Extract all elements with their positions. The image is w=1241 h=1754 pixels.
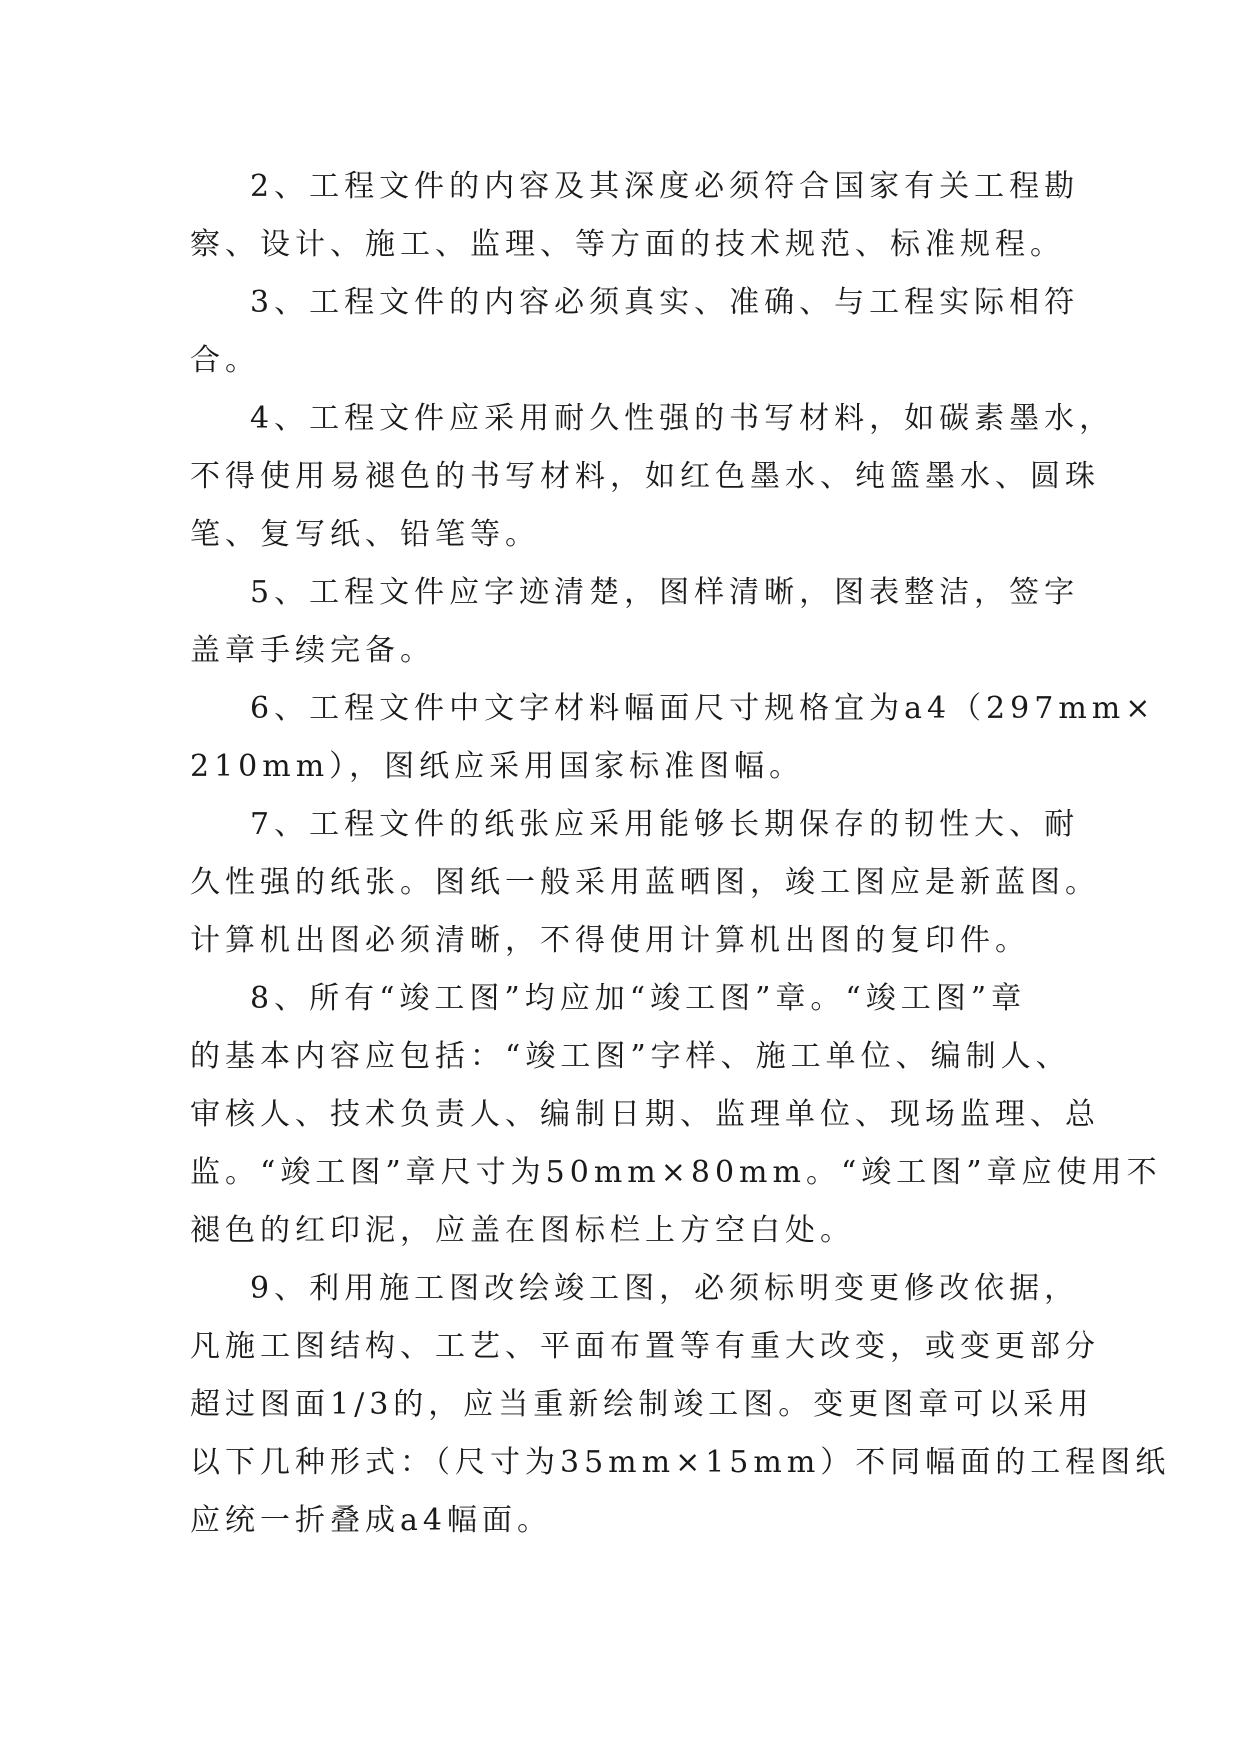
paragraph-2-line-2: 察、设计、施工、监理、等方面的技术规范、标准规程。 bbox=[190, 227, 1065, 262]
paragraph-8-line-3: 审核人、技术负责人、编制日期、监理单位、现场监理、总 bbox=[190, 1097, 1100, 1132]
paragraph-5-line-2: 盖章手续完备。 bbox=[190, 633, 435, 668]
paragraph-6-line-2: 210mm），图纸应采用国家标准图幅。 bbox=[190, 749, 805, 784]
paragraph-7-line-1: 7、工程文件的纸张应采用能够长期保存的韧性大、耐 bbox=[250, 807, 1080, 842]
paragraph-5-line-1: 5、工程文件应字迹清楚，图样清晰，图表整洁，签字 bbox=[250, 575, 1080, 610]
paragraph-8-line-5: 褪色的红印泥，应盖在图标栏上方空白处。 bbox=[190, 1213, 855, 1248]
paragraph-8-line-1: 8、所有“竣工图”均应加“竣工图”章。“竣工图”章 bbox=[250, 981, 1027, 1016]
paragraph-8-line-4: 监。“竣工图”章尺寸为50mm×80mm。“竣工图”章应使用不 bbox=[190, 1155, 1162, 1190]
paragraph-3-line-1: 3、工程文件的内容必须真实、准确、与工程实际相符 bbox=[250, 285, 1080, 320]
paragraph-7-line-2: 久性强的纸张。图纸一般采用蓝晒图，竣工图应是新蓝图。 bbox=[190, 865, 1100, 900]
paragraph-8-line-2: 的基本内容应包括：“竣工图”字样、施工单位、编制人、 bbox=[190, 1039, 1071, 1074]
paragraph-9-line-4: 以下几种形式：（尺寸为35mm×15mm）不同幅面的工程图纸 bbox=[190, 1445, 1171, 1480]
paragraph-4-line-2: 不得使用易褪色的书写材料，如红色墨水、纯篮墨水、圆珠 bbox=[190, 459, 1100, 494]
paragraph-9-line-5: 应统一折叠成a4幅面。 bbox=[190, 1503, 552, 1538]
paragraph-6-line-1: 6、工程文件中文字材料幅面尺寸规格宜为a4（297mm× bbox=[250, 691, 1156, 726]
paragraph-9-line-2: 凡施工图结构、工艺、平面布置等有重大改变，或变更部分 bbox=[190, 1329, 1100, 1364]
paragraph-9-line-3: 超过图面1/3的，应当重新绘制竣工图。变更图章可以采用 bbox=[190, 1387, 1094, 1422]
paragraph-4-line-3: 笔、复写纸、铅笔等。 bbox=[190, 517, 540, 552]
paragraph-4-line-1: 4、工程文件应采用耐久性强的书写材料，如碳素墨水， bbox=[250, 401, 1115, 436]
paragraph-2-line-1: 2、工程文件的内容及其深度必须符合国家有关工程勘 bbox=[250, 169, 1080, 204]
paragraph-7-line-3: 计算机出图必须清晰，不得使用计算机出图的复印件。 bbox=[190, 923, 1030, 958]
paragraph-3-line-2: 合。 bbox=[190, 343, 260, 378]
paragraph-9-line-1: 9、利用施工图改绘竣工图，必须标明变更修改依据， bbox=[250, 1271, 1080, 1306]
